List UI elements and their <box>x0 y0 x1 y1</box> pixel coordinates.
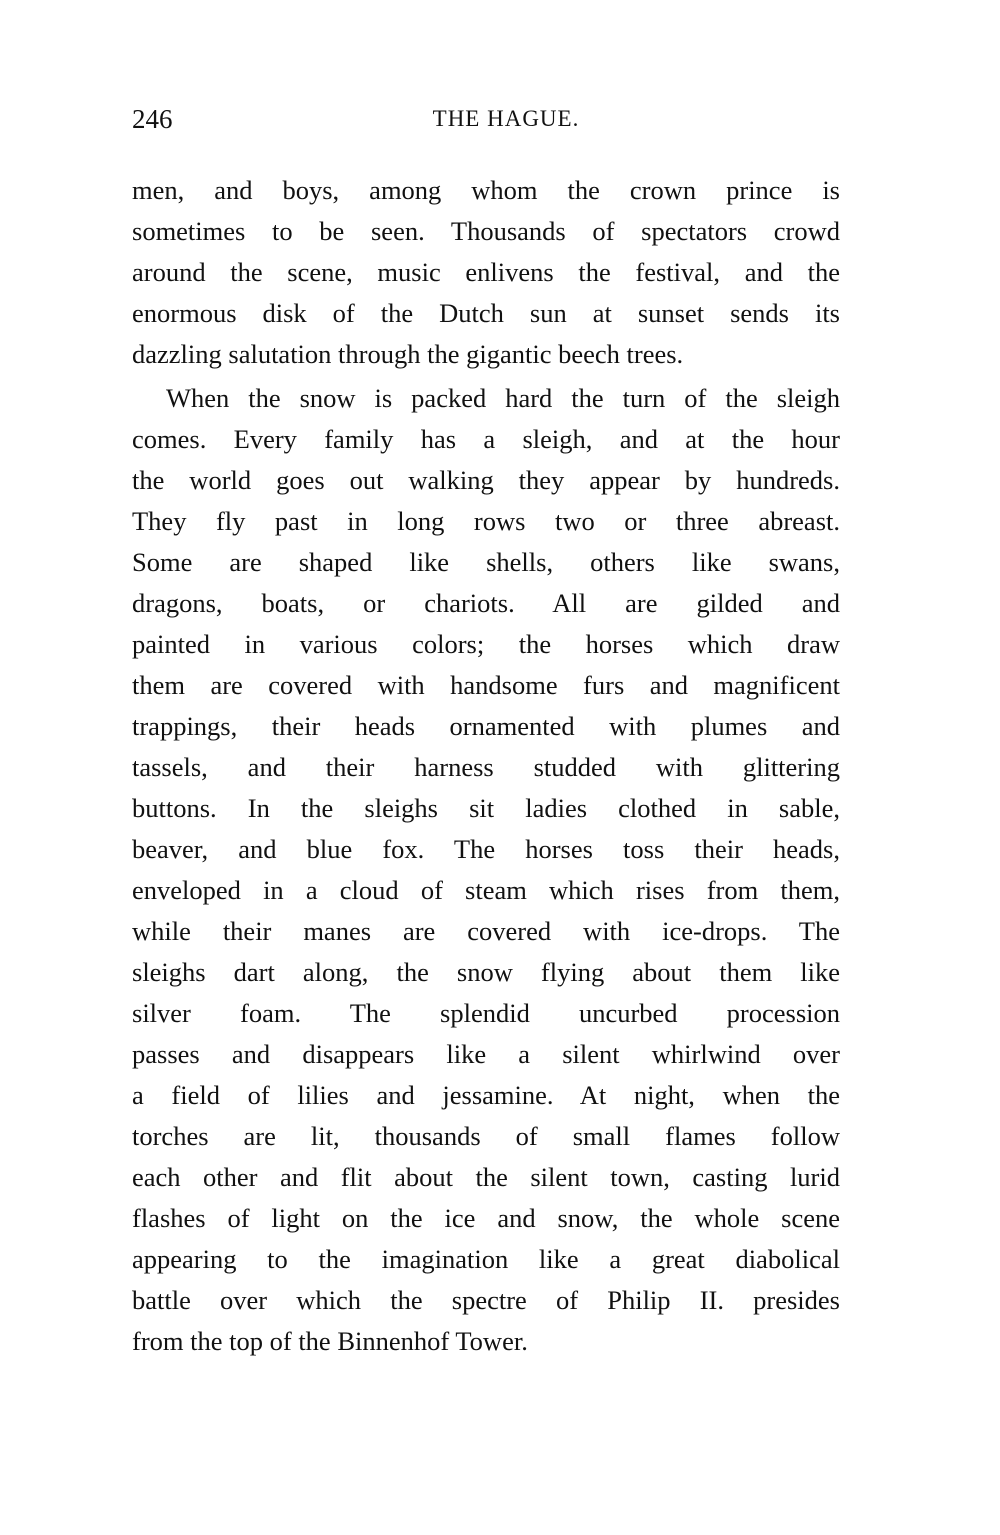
text-line: passes and disappears like a silent whirlwind over <box>132 1039 840 1069</box>
text-line: a field of lilies and jessamine. At night, when the <box>132 1080 840 1110</box>
text-line: dragons, boats, or chariots. All are gilded and <box>132 588 840 618</box>
text-line: them are covered with handsome furs and magnificent <box>132 670 840 700</box>
text-line: while their manes are covered with ice-drops. The <box>132 916 840 946</box>
text-line: painted in various colors; the horses which draw <box>132 629 840 659</box>
text-line: trappings, their heads ornamented with plumes and <box>132 711 840 741</box>
text-line: battle over which the spectre of Philip II. presides <box>132 1285 840 1315</box>
text-line: appearing to the imagination like a great diabolical <box>132 1244 840 1274</box>
text-line: enormous disk of the Dutch sun at sunset sends its <box>132 298 840 328</box>
page-header <box>132 104 840 138</box>
text-line: tassels, and their harness studded with glittering <box>132 752 840 782</box>
paragraph <box>132 378 840 1362</box>
text-line: When the snow is packed hard the turn of the sleigh <box>166 383 840 413</box>
text-line: beaver, and blue fox. The horses toss their heads, <box>132 834 840 864</box>
page-number: 246 <box>132 104 173 134</box>
running-title: THE HAGUE. <box>432 106 580 131</box>
text-line: sleighs dart along, the snow flying about them like <box>132 957 840 987</box>
text-line: They fly past in long rows two or three abreast. <box>132 506 840 536</box>
text-line: comes. Every family has a sleigh, and at the hour <box>132 424 840 454</box>
text-line: dazzling salutation through the gigantic beech trees. <box>132 339 684 369</box>
text-line: each other and flit about the silent town, casting lurid <box>132 1162 840 1192</box>
text-line: flashes of light on the ice and snow, the whole scene <box>132 1203 840 1233</box>
text-line: silver foam. The splendid uncurbed procession <box>132 998 840 1028</box>
text-line: buttons. In the sleighs sit ladies clothed in sable, <box>132 793 840 823</box>
text-line: around the scene, music enlivens the festival, and the <box>132 257 840 287</box>
paragraph <box>132 170 840 375</box>
text-line: the world goes out walking they appear by hundreds. <box>132 465 840 495</box>
text-line: enveloped in a cloud of steam which rises from them, <box>132 875 840 905</box>
text-line: from the top of the Binnenhof Tower. <box>132 1326 528 1356</box>
text-line: Some are shaped like shells, others like swans, <box>132 547 840 577</box>
body-text <box>132 170 840 1362</box>
text-line: sometimes to be seen. Thousands of spectators crowd <box>132 216 840 246</box>
text-line: men, and boys, among whom the crown prince is <box>132 175 840 205</box>
text-line: torches are lit, thousands of small flames follow <box>132 1121 840 1151</box>
